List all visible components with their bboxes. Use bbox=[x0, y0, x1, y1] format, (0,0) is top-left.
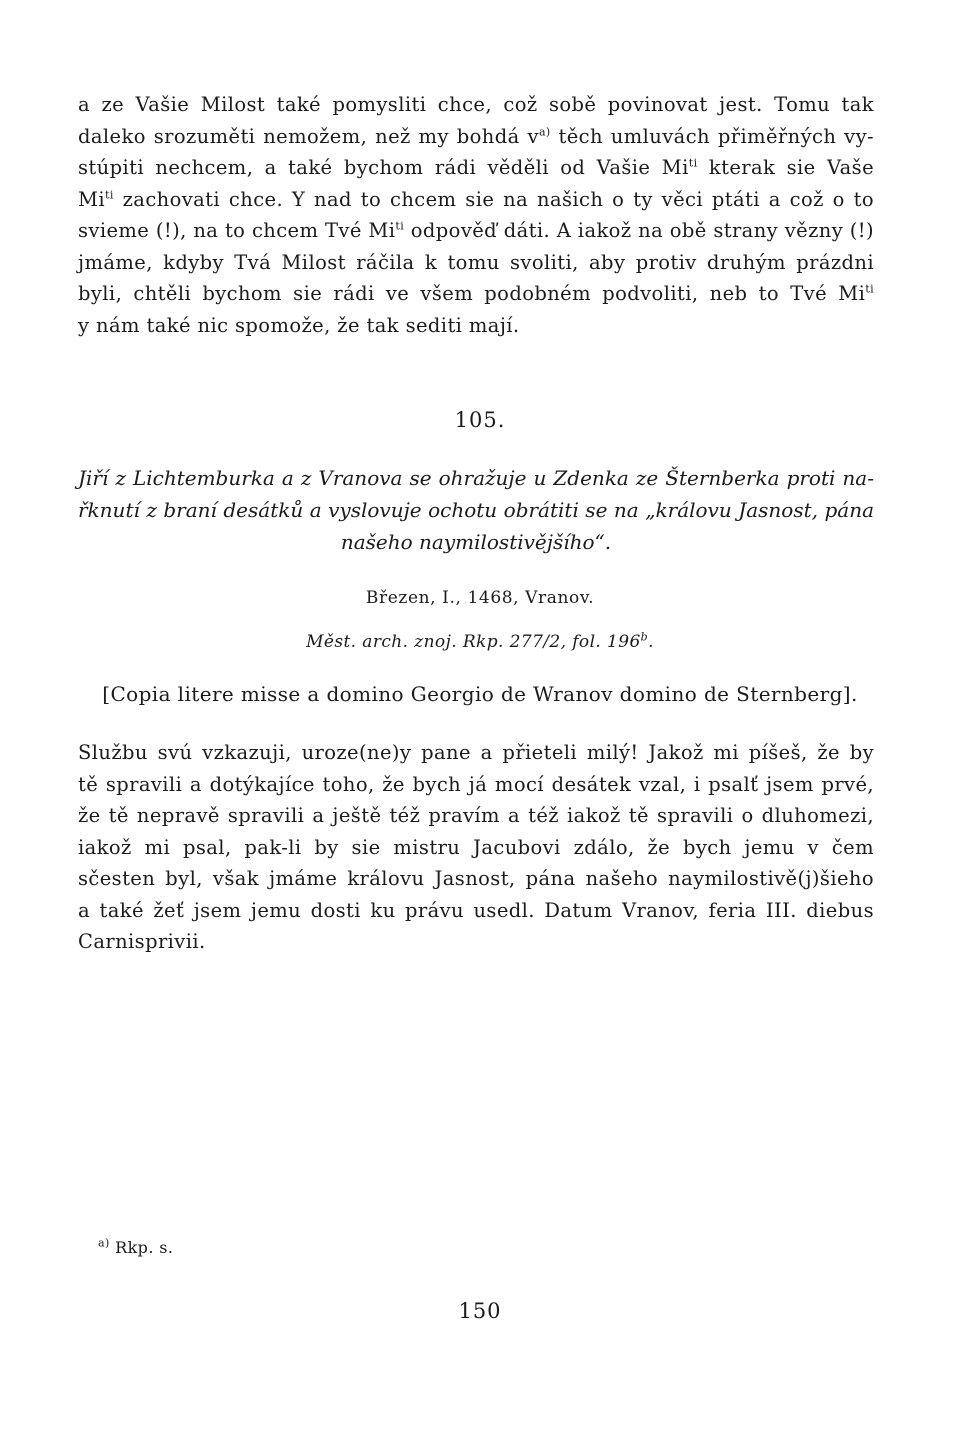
document-summary bbox=[78, 462, 874, 558]
summary-line: Jiří z Lichtemburka a z Vranova se ohražuje u Zdenka ze Šternberka proti na- bbox=[78, 466, 874, 490]
text-line: Službu svú vzkazuji, uroze(ne)y pane a přieteli milý! Jakož mi píšeš, že by bbox=[78, 741, 874, 764]
footnote-marker: a) bbox=[98, 1236, 110, 1250]
text-line: že tě nepravě spravili a ještě též pravím a též iakož tě spravili o dluhomezi, bbox=[78, 804, 874, 827]
superscript: ti bbox=[105, 188, 114, 201]
superscript: ti bbox=[688, 156, 698, 170]
text-line: $Mi^{ti}$ zachovati chce. Y nad to chcem sie na našich o ty věci ptáti a což o to bbox=[78, 187, 874, 211]
superscript: ti bbox=[395, 219, 405, 233]
footnote: $^{a)}$ Rkp. s. bbox=[98, 1236, 174, 1257]
dateline: Březen, I., 1468, Vranov. bbox=[365, 588, 595, 608]
text-line: svieme (!), na to chcem Tvé $Mi^{ti}$ odpověď dáti. A iakož na obě strany vězny (!) bbox=[78, 219, 874, 242]
text-line: daleko srozuměti nemožem, než my bohdá $v^{a)}$ těch umluvách přiměřných vy- bbox=[78, 124, 874, 148]
text-line: iakož mi psal, pak-li by sie mistru Jacubovi zdálo, že bych jemu v čem bbox=[78, 835, 874, 859]
archival-source: Měst. arch. znoj. Rkp. 277/2, fol. 196$^b$. bbox=[306, 630, 654, 652]
document-number: 105. bbox=[454, 408, 506, 432]
continued-letter-text bbox=[78, 89, 874, 341]
superscript: a) bbox=[538, 125, 551, 138]
summary-line: našeho naymilostivějšího“. bbox=[340, 530, 612, 554]
summary-line: řknutí z braní desátků a vyslovuje ochotu obrátiti se na „královu Jasnost, pána bbox=[78, 498, 874, 522]
text-line: tě spravili a dotýkajíce toho, že bych já mocí desátek vzal, i psalť jsem prvé, bbox=[78, 772, 874, 796]
text-line: y nám také nic spomože, že tak sediti mají. bbox=[78, 313, 520, 337]
text-line: sčesten byl, však jmáme královu Jasnost, pána našeho naymilostivě(j)šieho bbox=[78, 867, 874, 890]
text-line: jmáme, kdyby Tvá Milost ráčila k tomu svoliti, aby protiv druhým prázdni bbox=[78, 250, 874, 274]
folio-verso-mark: b bbox=[640, 630, 649, 644]
text-line: a ze Vašie Milost také pomysliti chce, což sobě povinovat jest. Tomu tak bbox=[78, 93, 874, 116]
letter-text bbox=[78, 737, 874, 958]
copy-heading: [Copia litere misse a domino Georgio de Wranov domino de Sternberg]. bbox=[102, 682, 858, 706]
text-line: a také žeť jsem jemu dosti ku právu usedl. Datum Vranov, feria III. diebus bbox=[78, 898, 874, 922]
text-line: byli, chtěli bychom sie rádi ve všem podobném podvoliti, neb to Tvé $Mi^{ti}$ bbox=[78, 282, 874, 305]
text-line: stúpiti nechcem, a také bychom rádi věděli od Vašie $Mi^{ti}$ kterak sie Vaše bbox=[78, 156, 875, 179]
superscript: ti bbox=[865, 282, 874, 296]
page-number: 150 bbox=[458, 1299, 502, 1323]
text-line: Carnisprivii. bbox=[78, 930, 206, 953]
